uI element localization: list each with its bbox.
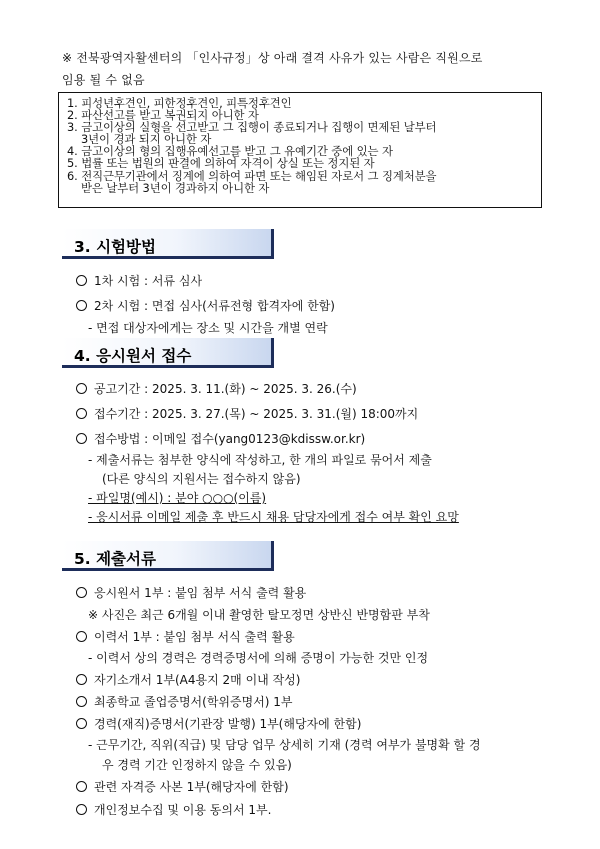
list-item: 관련 자격증 사본 1부(해당자에 한함)	[76, 778, 289, 795]
section-5-note: ※ 사진은 최근 6개월 이내 촬영한 탈모정면 상반신 반명함판 부착	[88, 608, 430, 622]
section-5-title: 5. 제출서류	[74, 550, 156, 568]
circle-bullet-icon	[76, 781, 87, 792]
disq-item: 2. 파산선고를 받고 복권되지 아니한 자	[67, 108, 259, 123]
list-item: 접수방법 : 이메일 접수(yang0123@kdissw.or.kr)	[76, 430, 365, 447]
intro-line-2: 임용 될 수 없음	[62, 73, 145, 87]
list-item: 경력(재직)증명서(기관장 발행) 1부(해당자에 한함)	[76, 715, 361, 732]
list-item: 이력서 1부 : 붙임 첨부 서식 출력 활용	[76, 628, 295, 645]
list-item: 자기소개서 1부(A4용지 2매 이내 작성)	[76, 671, 300, 688]
disq-item: 6. 전직근무기관에서 징계에 의하여 파면 또는 해임된 자로서 그 징계처분을	[67, 168, 437, 183]
section-4-note: (다른 양식의 지원서는 접수하지 않음)	[102, 472, 301, 486]
section-4-note: - 응시서류 이메일 제출 후 반드시 채용 담당자에게 접수 여부 확인 요망	[88, 510, 459, 524]
list-item: 접수기간 : 2025. 3. 27.(목) ~ 2025. 3. 31.(월) 18:00까지	[76, 405, 418, 422]
section-5-note: - 이력서 상의 경력은 경력증명서에 의해 증명이 가능한 것만 인정	[88, 651, 429, 665]
list-item: 2차 시험 : 면접 심사(서류전형 합격자에 한함)	[76, 297, 335, 314]
list-item: 1차 시험 : 서류 심사	[76, 272, 202, 289]
section-5-header	[62, 541, 274, 571]
section-5-note: 우 경력 기간 인정하지 않을 수 있음)	[102, 758, 292, 772]
section-3-header	[62, 229, 274, 259]
circle-bullet-icon	[76, 408, 87, 419]
disq-item: 1. 피성년후견인, 피한정후견인, 피특정후견인	[67, 96, 292, 110]
disqualification-box	[58, 92, 542, 208]
circle-bullet-icon	[76, 587, 87, 598]
section-4-note: - 파일명(예시) : 분야 ○○○(이름)	[88, 491, 267, 505]
section-4-note: - 제출서류는 첨부한 양식에 작성하고, 한 개의 파일로 묶어서 제출	[88, 453, 432, 467]
list-item: 응시원서 1부 : 붙임 첨부 서식 출력 활용	[76, 584, 306, 601]
disq-item: 5. 법률 또는 법원의 판결에 의하여 자격이 상실 또는 정지된 자	[67, 156, 375, 171]
section-5-note: - 근무기간, 직위(직급) 및 담당 업무 상세히 기재 (경력 여부가 불명확 할 경	[88, 738, 481, 752]
circle-bullet-icon	[76, 804, 87, 815]
circle-bullet-icon	[76, 718, 87, 729]
circle-bullet-icon	[76, 696, 87, 707]
disq-item: 4. 금고이상의 형의 집행유예선고를 받고 그 유예기간 중에 있는 자	[67, 144, 393, 159]
section-3-note: - 면접 대상자에게는 장소 및 시간을 개별 연락	[88, 321, 328, 335]
intro-line-1: ※ 전북광역자활센터의 「인사규정」상 아래 결격 사유가 있는 사람은 직원으로	[62, 51, 483, 65]
disq-item: 3. 금고이상의 실형을 선고받고 그 집행이 종료되거나 집행이 면제된 날부터	[67, 120, 437, 135]
list-item: 공고기간 : 2025. 3. 11.(화) ~ 2025. 3. 26.(수)	[76, 380, 357, 397]
section-3-title: 3. 시험방법	[74, 238, 156, 256]
circle-bullet-icon	[76, 674, 87, 685]
circle-bullet-icon	[76, 433, 87, 444]
circle-bullet-icon	[76, 383, 87, 394]
disq-item: 3년이 경과 되지 아니한 자	[81, 132, 212, 147]
list-item: 최종학교 졸업증명서(학위증명서) 1부	[76, 693, 293, 710]
disq-item: 받은 날부터 3년이 경과하지 아니한 자	[81, 180, 270, 195]
section-4-header	[62, 338, 274, 368]
circle-bullet-icon	[76, 631, 87, 642]
circle-bullet-icon	[76, 300, 87, 311]
circle-bullet-icon	[76, 275, 87, 286]
list-item: 개인정보수집 및 이용 동의서 1부.	[76, 801, 271, 818]
section-4-title: 4. 응시원서 접수	[74, 347, 192, 365]
